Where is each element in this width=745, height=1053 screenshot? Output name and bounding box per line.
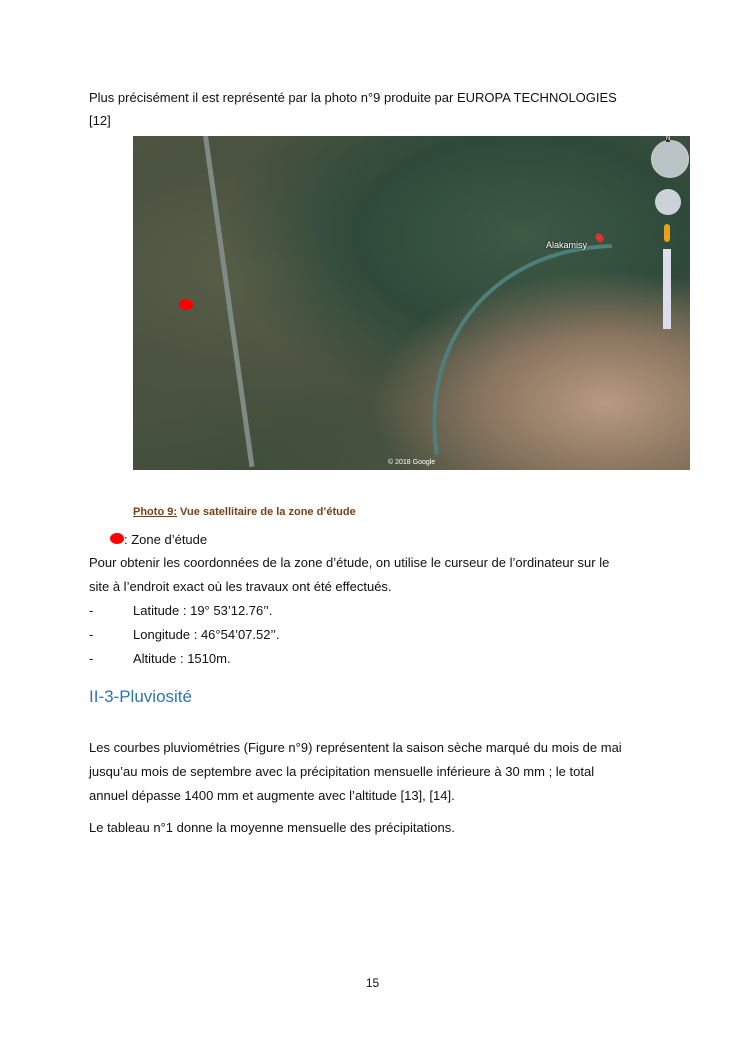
place-label: Alakamisy (546, 240, 588, 250)
legend-text: : Zone d’étude (124, 532, 208, 547)
look-control[interactable] (651, 140, 689, 178)
para1-line2: site à l’endroit exact où les travaux ont été effectués. (89, 579, 392, 594)
list-item (89, 627, 280, 642)
caption-text: Vue satellitaire de la zone d’étude (177, 506, 356, 518)
satellite-photo (133, 136, 690, 470)
legend-red-marker (110, 533, 124, 544)
caption-prefix: Photo 9: (133, 506, 177, 518)
list-text: Longitude : 46°54’07.52’’. (133, 627, 280, 642)
river (341, 150, 690, 470)
bullet: - (89, 627, 94, 642)
street-view-pegman-icon[interactable] (664, 224, 670, 242)
road (203, 136, 254, 467)
section-heading: II-3-Pluviosité (89, 687, 192, 706)
zoom-slider[interactable] (663, 249, 671, 329)
list-text: Altitude : 1510m. (133, 651, 231, 666)
para2-line3: annuel dépasse 1400 mm et augmente avec l’altitude [13], [14]. (89, 788, 455, 803)
para2-line2: jusqu’au mois de septembre avec la précipitation mensuelle inférieure à 30 mm ; le total (89, 764, 595, 779)
study-zone-marker (179, 299, 193, 310)
para1-line1: Pour obtenir les coordonnées de la zone d’étude, on utilise le curseur de l’ordinateur sur le (89, 555, 610, 570)
compass-north: N (666, 136, 671, 142)
intro-line-1: Plus précisément il est représenté par la photo n°9 produite par EUROPA TECHNOLOGIES (89, 90, 617, 105)
location-pin-icon (594, 232, 605, 243)
bullet: - (89, 603, 94, 618)
list-text: Latitude : 19° 53’12.76’’. (133, 603, 273, 618)
list-item (89, 603, 272, 618)
list-item (89, 651, 231, 666)
photo-caption (133, 506, 356, 518)
para3: Le tableau n°1 donne la moyenne mensuelle des précipitations. (89, 820, 455, 835)
page-number: 15 (365, 976, 380, 990)
move-control[interactable] (655, 189, 681, 215)
para2-line1: Les courbes pluviométries (Figure n°9) représentent la saison sèche marqué du mois de mai (89, 740, 622, 755)
bullet: - (89, 651, 94, 666)
intro-line-2: [12] (89, 113, 111, 128)
copyright: © 2018 Google (388, 459, 436, 466)
